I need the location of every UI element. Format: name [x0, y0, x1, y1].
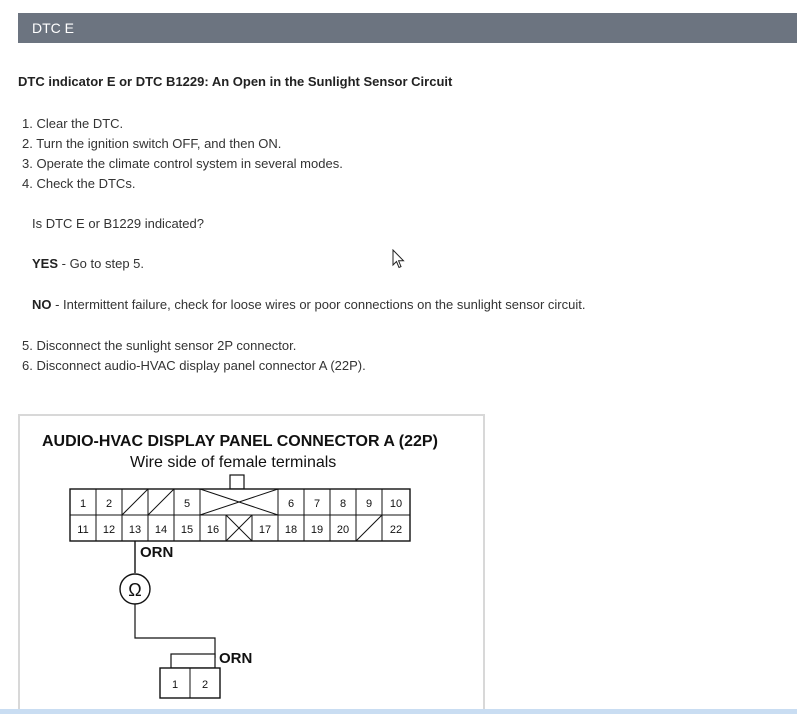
step-4: 4. Check the DTCs. — [22, 176, 136, 191]
pin-13: 13 — [128, 524, 142, 536]
page-title: DTC indicator E or DTC B1229: An Open in the Sunlight Sensor Circuit — [18, 74, 453, 89]
pin-22: 22 — [389, 524, 403, 536]
sensor-pin-1: 1 — [171, 679, 179, 691]
no-text: - Intermittent failure, check for loose wires or poor connections on the sunlight sensor circuit. — [51, 297, 586, 312]
pin-1: 1 — [79, 498, 87, 510]
question-text: Is DTC E or B1229 indicated? — [32, 216, 204, 231]
section-header — [18, 13, 797, 43]
pin-10: 10 — [389, 498, 403, 510]
diagram-title: AUDIO-HVAC DISPLAY PANEL CONNECTOR A (22P) — [42, 433, 438, 450]
sensor-pin-2: 2 — [201, 679, 209, 691]
sensor-connector-latch — [171, 654, 215, 668]
no-answer — [32, 297, 585, 312]
pin-11: 11 — [77, 524, 89, 536]
yes-answer — [32, 256, 144, 271]
pin-8: 8 — [339, 498, 347, 510]
pin-16: 16 — [206, 524, 220, 536]
wire-color-label-2: ORN — [219, 650, 253, 667]
pin-2: 2 — [105, 498, 113, 510]
diagram-subtitle: Wire side of female terminals — [130, 454, 337, 471]
no-label: NO — [32, 297, 52, 312]
wire-color-label-1: ORN — [140, 544, 174, 561]
connector-latch — [230, 475, 244, 489]
pin-6: 6 — [287, 498, 295, 510]
pin-7: 7 — [313, 498, 321, 510]
pin-9: 9 — [365, 498, 373, 510]
step-5: 5. Disconnect the sunlight sensor 2P connector. — [22, 338, 297, 353]
pin-5: 5 — [183, 498, 191, 510]
yes-text: - Go to step 5. — [58, 256, 145, 271]
pin-14: 14 — [154, 524, 168, 536]
step-6: 6. Disconnect audio-HVAC display panel connector A (22P). — [22, 358, 366, 373]
section-header-title: DTC E — [32, 20, 74, 36]
ohm-symbol: Ω — [128, 580, 142, 600]
pin-19: 19 — [310, 524, 324, 536]
mouse-pointer-icon — [392, 249, 406, 269]
step-1: 1. Clear the DTC. — [22, 116, 124, 131]
yes-label: YES — [32, 256, 59, 271]
connector-diagram — [18, 414, 485, 714]
step-3: 3. Operate the climate control system in several modes. — [22, 156, 343, 171]
bottom-scroll-strip — [0, 709, 797, 714]
pin-15: 15 — [180, 524, 194, 536]
pin-17: 17 — [258, 524, 272, 536]
pin-20: 20 — [336, 524, 350, 536]
pin-18: 18 — [284, 524, 298, 536]
pin-12: 12 — [102, 524, 116, 536]
step-2: 2. Turn the ignition switch OFF, and then ON. — [22, 136, 282, 151]
wire-to-sensor — [135, 604, 215, 658]
